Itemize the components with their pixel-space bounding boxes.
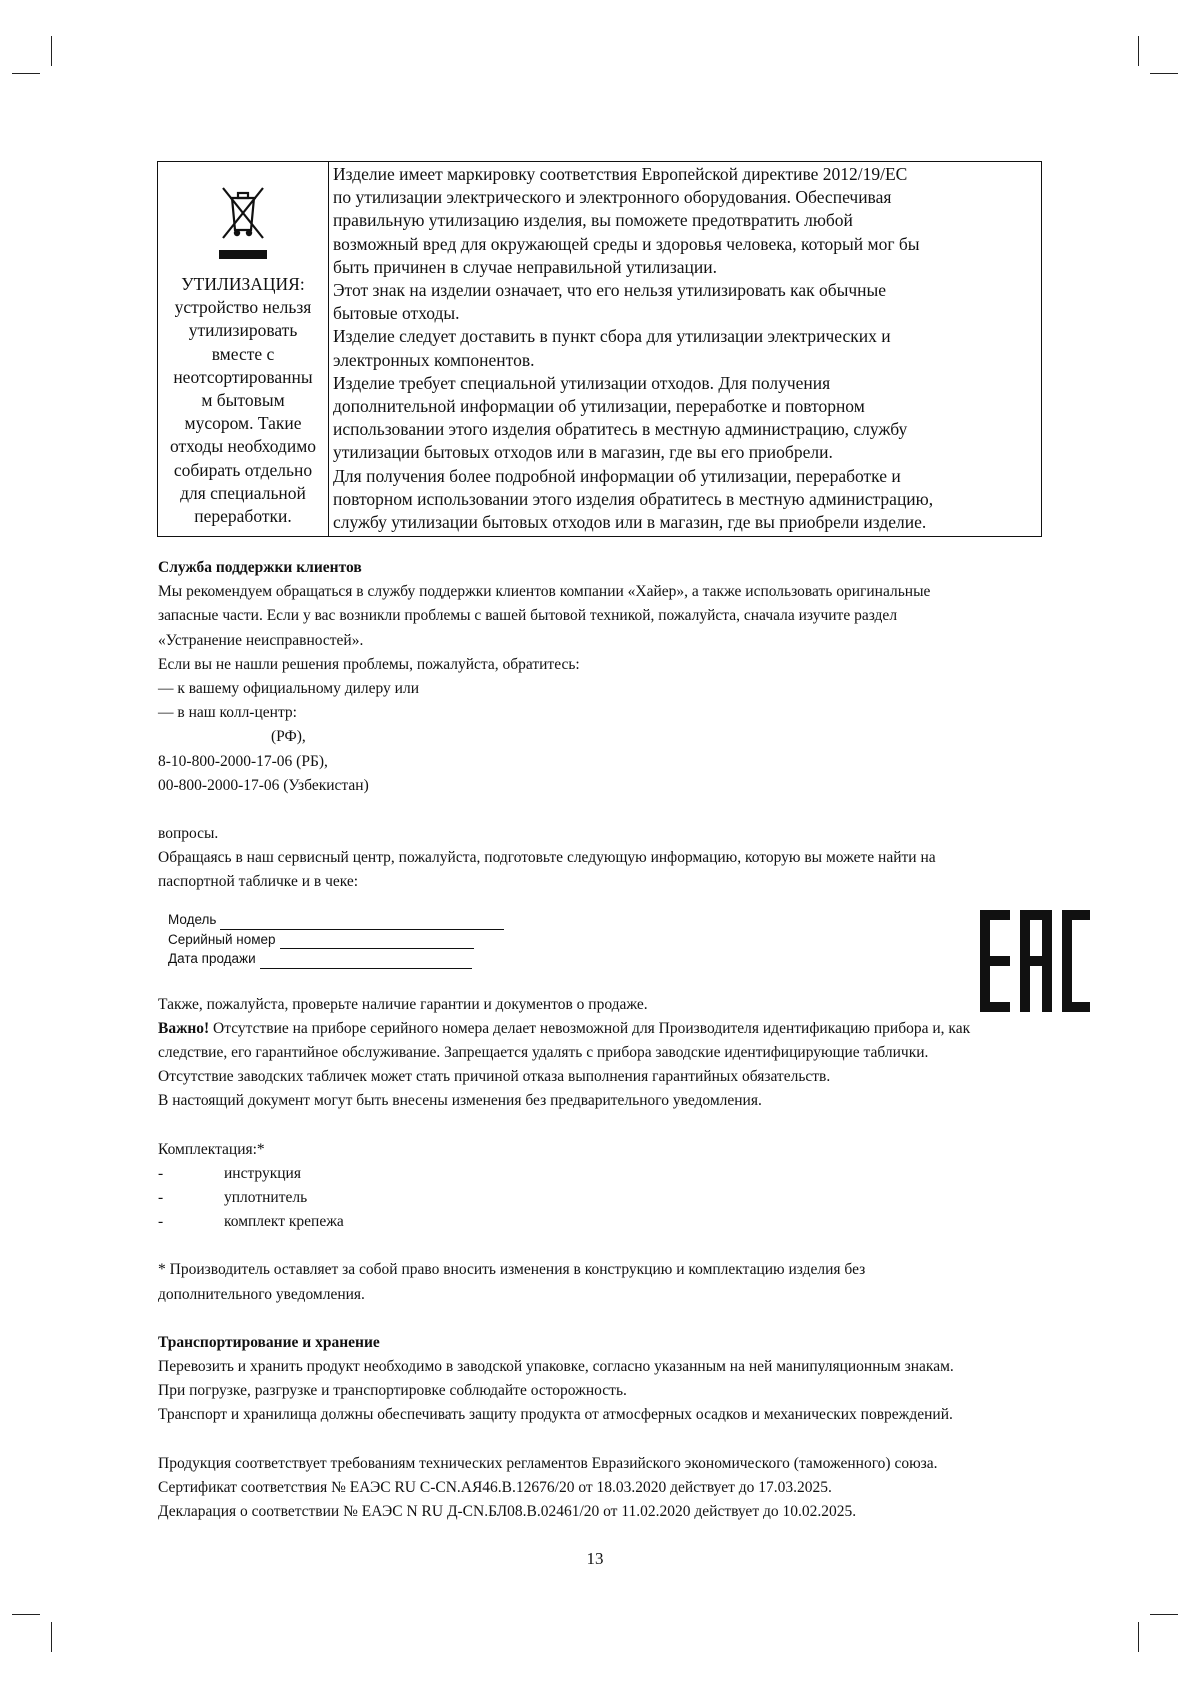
certification-line: Продукция соответствует требованиям технических регламентов Евразийского экономического (таможенного) союза. bbox=[158, 1454, 938, 1472]
questions-text: вопросы. bbox=[158, 825, 219, 843]
list-bullet: - bbox=[158, 1189, 164, 1207]
disposal-label-line: м бытовым bbox=[201, 390, 285, 411]
disposal-text bbox=[329, 162, 1041, 536]
sale-date-line bbox=[260, 953, 472, 969]
crop-mark bbox=[51, 36, 52, 66]
form-row-serial bbox=[168, 930, 504, 950]
disposal-text-line: быть причинен в случае неправильной утилизации. bbox=[333, 256, 718, 277]
package-note: * Производитель оставляет за собой право вносить изменения в конструкцию и комплектацию изделия без bbox=[158, 1261, 866, 1279]
crop-mark bbox=[1150, 73, 1178, 74]
disposal-label-line: вместе с bbox=[211, 343, 275, 364]
disposal-label-line: для специальной bbox=[180, 482, 306, 503]
warranty-line: В настоящий документ могут быть внесены изменения без предварительного уведомления. bbox=[158, 1092, 762, 1110]
main-content bbox=[158, 556, 1038, 1524]
warranty-line: Отсутствие заводских табличек может стать причиной отказа выполнения гарантийных обязательств. bbox=[158, 1068, 831, 1086]
disposal-text-line: электронных компонентов. bbox=[333, 349, 535, 370]
crop-mark bbox=[12, 73, 40, 74]
important-paragraph bbox=[158, 1017, 1038, 1041]
support-line: «Устранение неисправностей». bbox=[158, 631, 364, 649]
crop-mark bbox=[1138, 1622, 1139, 1652]
package-note: дополнительного уведомления. bbox=[158, 1285, 365, 1303]
disposal-label-line: устройство нельзя bbox=[174, 297, 312, 318]
serial-line bbox=[280, 933, 474, 949]
support-line: Мы рекомендуем обращаться в службу поддержки клиентов компании «Хайер», а также использовать оригинальные bbox=[158, 583, 931, 601]
eac-mark-icon bbox=[980, 910, 1090, 1012]
support-heading: Служба поддержки клиентов bbox=[158, 559, 362, 576]
transport-line: При погрузке, разгрузке и транспортировке соблюдайте осторожность. bbox=[158, 1382, 627, 1400]
support-line: — в наш колл-центр: bbox=[158, 704, 297, 722]
crop-mark bbox=[12, 1614, 40, 1615]
list-item-text: уплотнитель bbox=[224, 1189, 308, 1207]
disposal-label-line: собирать отдельно bbox=[173, 459, 313, 480]
support-line: — к вашему официальному дилеру или bbox=[158, 680, 419, 698]
disposal-label-line: УТИЛИЗАЦИЯ: bbox=[181, 274, 305, 294]
certification-line: Декларация о соответствии № ЕАЭС N RU Д-CN.БЛ08.В.02461/20 от 11.02.2020 действует до 10.02.2025. bbox=[158, 1503, 857, 1521]
list-item bbox=[158, 1210, 1038, 1234]
support-line: Если вы не нашли решения проблемы, пожалуйста, обратитесь: bbox=[158, 655, 580, 673]
crossed-bin-icon bbox=[217, 184, 269, 242]
disposal-text-cell bbox=[329, 162, 1042, 537]
service-line: Обращаясь в наш сервисный центр, пожалуйста, подготовьте следующую информацию, которую вы можете найти на bbox=[158, 849, 936, 867]
disposal-text-line: бытовые отходы. bbox=[333, 303, 460, 324]
service-line: паспортной табличке и в чеке: bbox=[158, 873, 359, 891]
disposal-text-line: повторном использовании этого изделия обратитесь в местную администрацию, bbox=[333, 488, 934, 509]
crop-mark bbox=[1138, 36, 1139, 66]
crop-mark bbox=[51, 1622, 52, 1652]
disposal-label-cell bbox=[158, 162, 329, 537]
disposal-text-line: дополнительной информации об утилизации, переработке и повторном bbox=[333, 396, 865, 417]
disposal-text-line: службу утилизации бытовых отходов или в магазин, где вы приобрели изделие. bbox=[333, 512, 927, 533]
disposal-text-line: Изделие требует специальной утилизации отходов. Для получения bbox=[333, 372, 831, 393]
disposal-text-line: Для получения более подробной информации об утилизации, переработке и bbox=[333, 465, 901, 486]
model-line bbox=[220, 914, 504, 930]
phone-rf: (РФ), bbox=[271, 728, 306, 746]
disposal-text-line: Изделие следует доставить в пункт сбора для утилизации электрических и bbox=[333, 326, 891, 347]
form-row-sale-date bbox=[168, 949, 504, 969]
important-text: Отсутствие на приборе серийного номера делает невозможной для Производителя идентификацию прибора и, как bbox=[209, 1019, 971, 1037]
transport-line: Транспорт и хранилища должны обеспечивать защиту продукта от атмосферных осадков и механических повреждений. bbox=[158, 1406, 953, 1424]
list-bullet: - bbox=[158, 1213, 164, 1231]
transport-line: Перевозить и хранить продукт необходимо в заводской упаковке, согласно указанным на ней манипуляционным знакам. bbox=[158, 1358, 954, 1376]
disposal-label bbox=[158, 273, 328, 528]
support-line: запасные части. Если у вас возникли проблемы с вашей бытовой техникой, пожалуйста, сначала изучите раздел bbox=[158, 607, 898, 625]
list-item bbox=[158, 1162, 1038, 1186]
list-item-text: инструкция bbox=[224, 1164, 301, 1182]
form-row-model bbox=[168, 910, 504, 930]
disposal-text-line: Изделие имеет маркировку соответствия Европейской директиве 2012/19/ЕС bbox=[333, 164, 908, 184]
disposal-label-line: мусором. Такие bbox=[184, 413, 302, 434]
crop-mark bbox=[1150, 1614, 1178, 1615]
disposal-text-line: возможный вред для окружающей среды и здоровья человека, который мог бы bbox=[333, 233, 920, 254]
disposal-label-line: переработки. bbox=[194, 506, 292, 527]
bin-underline-bar bbox=[219, 250, 267, 259]
serial-label: Серийный номер bbox=[168, 931, 276, 947]
certification-line: Сертификат соответствия № ЕАЭС RU С-CN.АЯ46.В.12676/20 от 18.03.2020 действует до 17.03.2025. bbox=[158, 1478, 832, 1496]
phone-uz: 00-800-2000-17-06 (Узбекистан) bbox=[158, 776, 369, 794]
disposal-table bbox=[157, 161, 1042, 537]
list-item-text: комплект крепежа bbox=[224, 1213, 344, 1231]
transport-heading: Транспортирование и хранение bbox=[158, 1333, 380, 1351]
warranty-check-line: Также, пожалуйста, проверьте наличие гарантии и документов о продаже. bbox=[158, 995, 648, 1013]
disposal-text-line: Этот знак на изделии означает, что его нельзя утилизировать как обычные bbox=[333, 280, 887, 301]
page-number: 13 bbox=[586, 1549, 604, 1568]
disposal-label-line: утилизировать bbox=[188, 320, 298, 341]
list-item bbox=[158, 1186, 1038, 1210]
model-label: Модель bbox=[168, 912, 217, 927]
disposal-text-line: правильную утилизацию изделия, вы поможете предотвратить любой bbox=[333, 210, 853, 231]
disposal-text-line: использовании этого изделия обратитесь в местную администрацию, службу bbox=[333, 419, 908, 440]
sale-date-label: Дата продажи bbox=[168, 951, 256, 966]
product-info-form bbox=[168, 910, 504, 969]
disposal-label-line: отходы необходимо bbox=[169, 436, 317, 457]
disposal-text-line: утилизации бытовых отходов или в магазин, где вы его приобрели. bbox=[333, 442, 833, 463]
disposal-text-line: по утилизации электрического и электронного оборудования. Обеспечивая bbox=[333, 187, 892, 208]
warranty-line: следствие, его гарантийное обслуживание. Запрещается удалять с прибора заводские идентифицирующие таблички. bbox=[158, 1044, 929, 1062]
important-label: Важно! bbox=[158, 1019, 210, 1037]
disposal-label-line: неотсортированны bbox=[173, 366, 313, 387]
list-bullet: - bbox=[158, 1164, 164, 1182]
package-title: Комплектация:* bbox=[158, 1140, 265, 1158]
phone-rb: 8-10-800-2000-17-06 (РБ), bbox=[158, 752, 328, 770]
